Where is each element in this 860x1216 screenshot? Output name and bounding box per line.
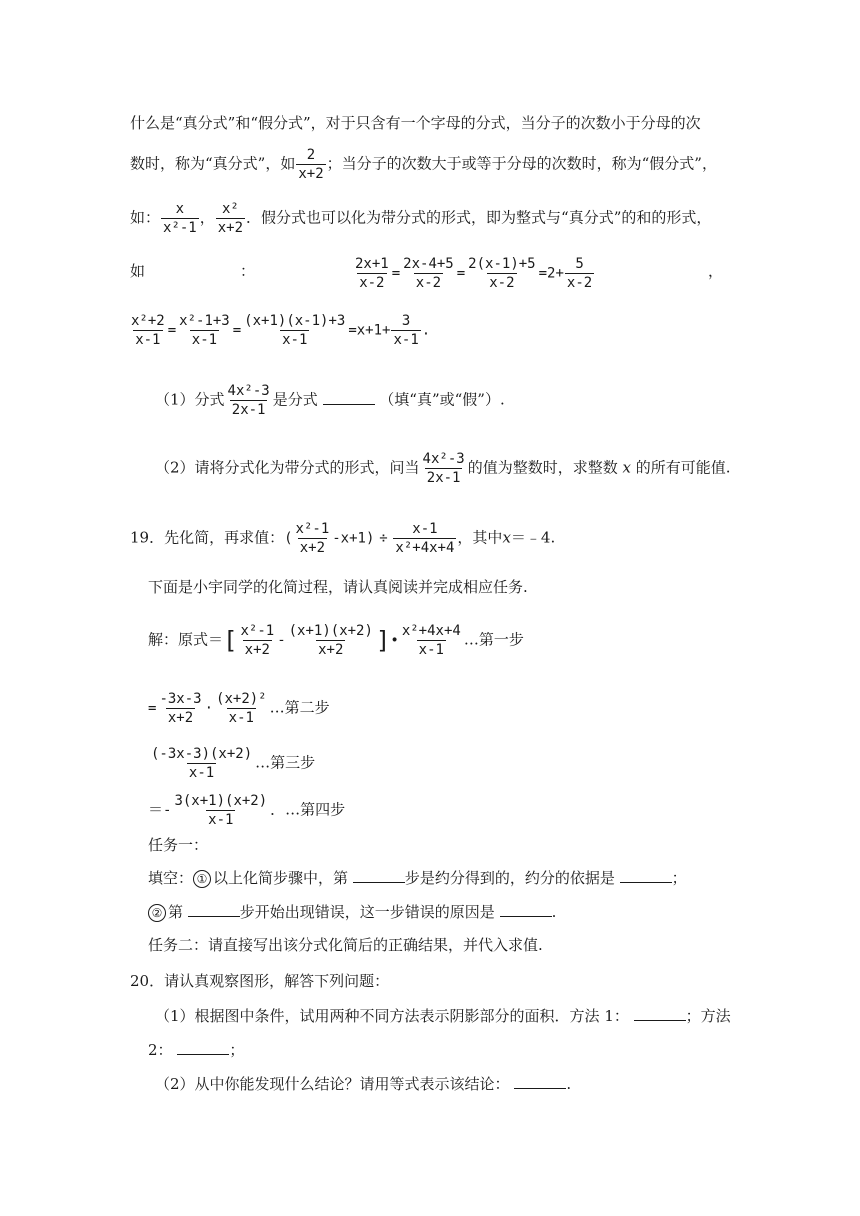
step-label: …第三步	[255, 753, 316, 772]
fraction	[393, 520, 456, 557]
q19-text: 下面是小宇同学的化简过程，请认真阅读并完成相应任务.	[148, 578, 528, 596]
fraction	[129, 312, 167, 349]
fraction	[177, 312, 232, 349]
equals-sign: =	[391, 265, 401, 282]
solution-step-3	[148, 745, 315, 782]
solution-step-1	[148, 622, 524, 659]
denominator: x-1	[135, 332, 161, 348]
numerator: x-1	[412, 521, 438, 537]
fraction	[149, 745, 254, 782]
numerator: x	[175, 201, 185, 217]
denominator: x-1	[393, 332, 419, 348]
answer-blank[interactable]	[353, 866, 405, 883]
fraction	[238, 622, 276, 659]
intro-text: 如	[130, 262, 146, 280]
fraction	[287, 622, 375, 659]
denominator: x-1	[228, 710, 254, 726]
task-text: ；	[671, 869, 687, 887]
numerator: x²+4x+4	[401, 623, 461, 639]
q19-title	[130, 520, 555, 557]
task-title: 任务一：	[148, 836, 209, 854]
minus-sign: -	[277, 632, 286, 649]
denominator: x+2	[298, 166, 324, 182]
fraction	[401, 255, 456, 292]
intro-line-4-label	[130, 260, 145, 282]
variable-x: x	[502, 528, 511, 547]
q20-text: 2：	[148, 1041, 173, 1059]
comma: ，	[199, 208, 215, 227]
q20-title	[130, 970, 389, 992]
q18-text: 的所有可能值.	[635, 458, 731, 477]
denominator: x-1	[282, 332, 308, 348]
intro-text: ．假分式也可以化为带分式的形式，即为整式与“真分式”的和的形式，	[246, 208, 712, 227]
multiply-dot: ·	[204, 700, 214, 717]
bracket-close: ]	[375, 626, 391, 655]
circled-number-2: ②	[148, 904, 166, 922]
step-label: …第一步	[463, 630, 524, 649]
q20-text: 20．请认真观察图形，解答下列问题：	[130, 972, 390, 990]
q20-text: （1）根据图中条件，试用两种不同方法表示阴影部分的面积．方法 1：	[155, 1007, 629, 1025]
equals-sign: =	[232, 322, 242, 339]
fraction	[242, 312, 347, 349]
numerator: 3(x+1)(x+2)	[174, 793, 268, 809]
intro-line-4-comma	[708, 260, 723, 282]
q18-fraction	[226, 382, 272, 419]
q18-text: （填“真”或“假”）.	[379, 390, 505, 409]
intro-line-1	[130, 112, 701, 134]
solution-label: 解：原式＝	[148, 630, 224, 649]
fraction	[353, 255, 391, 292]
q18-text: 的值为整数时，求整数	[467, 458, 618, 477]
denominator: x-2	[489, 275, 515, 291]
fraction	[214, 690, 269, 727]
numerator: x²	[221, 201, 239, 217]
task-1-fill-1	[148, 866, 687, 889]
numerator: -3x-3	[159, 691, 202, 707]
numerator: x²-1+3	[179, 313, 230, 329]
q20-text: ；方法	[685, 1007, 731, 1025]
denominator: x-2	[566, 275, 593, 291]
fraction-example-false-2	[216, 200, 245, 237]
task-text: 步是约分得到的，约分的依据是	[404, 869, 615, 887]
q19-intro	[148, 576, 528, 598]
intro-line-2	[130, 146, 717, 183]
intro-text: ，	[708, 262, 724, 280]
q20-part-1-cont	[148, 1038, 244, 1061]
denominator: x²+4x+4	[395, 540, 455, 556]
solution-step-4	[148, 792, 345, 829]
numerator: (x+1)(x+2)	[288, 623, 373, 639]
equation-end: .	[421, 322, 431, 339]
numerator: 2x+1	[355, 256, 389, 272]
solution-step-2	[148, 690, 330, 727]
task-text: 第	[168, 903, 184, 921]
numerator: 2	[306, 147, 316, 163]
intro-line-3	[130, 200, 711, 237]
answer-blank[interactable]	[177, 1038, 229, 1055]
task-1-fill-2	[148, 900, 556, 923]
equals-sign: =	[167, 322, 177, 339]
answer-blank[interactable]	[514, 1072, 566, 1089]
numerator: 2x-4+5	[403, 256, 454, 272]
multiply-dot: •	[390, 632, 399, 649]
paren-open: (	[284, 530, 293, 547]
task-text: 填空：	[148, 869, 194, 887]
minus-sign: -	[163, 802, 172, 819]
equals-sign: =	[148, 700, 157, 717]
denominator: x-1	[188, 765, 215, 781]
numerator: (x+1)(x-1)+3	[244, 313, 346, 329]
numerator: x²-1	[295, 521, 330, 537]
example-equation-1	[352, 255, 595, 292]
numerator: x²+2	[131, 313, 165, 329]
numerator: 2(x-1)+5	[468, 256, 536, 272]
denominator: x-1	[191, 332, 218, 348]
denominator: x+2	[217, 220, 244, 236]
numerator: (-3x-3)(x+2)	[151, 746, 253, 762]
fraction	[391, 312, 420, 349]
q20-text: .	[566, 1075, 572, 1093]
task-text: 以上化简步骤中，第	[213, 869, 349, 887]
fraction-example-false-1	[161, 200, 199, 237]
q20-part-1	[155, 1004, 731, 1027]
step-label: …第二步	[269, 698, 330, 717]
task-1-title	[148, 834, 208, 856]
denominator: x+2	[299, 540, 326, 556]
fraction-example-true	[296, 146, 325, 183]
q19-text: ＝﹣4.	[510, 528, 556, 547]
denominator: x²-1	[163, 220, 197, 236]
fraction	[565, 255, 594, 292]
divide-sign: ÷	[379, 530, 388, 547]
denominator: 2x-1	[426, 470, 461, 486]
fraction	[466, 255, 537, 292]
bracket-open: [	[223, 626, 238, 655]
answer-blank[interactable]	[634, 1004, 686, 1021]
equation-middle: =x+1+	[348, 322, 391, 339]
fraction	[157, 690, 203, 727]
q20-text: （2）从中你能发现什么结论？请用等式表示该结论：	[155, 1075, 510, 1093]
answer-blank[interactable]	[323, 388, 375, 405]
fraction	[172, 792, 269, 829]
numerator: (x+2)²	[216, 691, 267, 707]
numerator: x²-1	[240, 623, 275, 639]
intro-text: 如：	[130, 208, 161, 227]
denominator: x-1	[208, 812, 234, 828]
task-text: 任务二：请直接写出该分式化简后的正确结果，并代入求值.	[148, 936, 543, 954]
expression-part: -x+1)	[332, 530, 375, 547]
fraction	[294, 520, 332, 557]
denominator: x+2	[167, 710, 194, 726]
step-label: ．…第四步	[270, 800, 346, 819]
intro-text: 什么是“真分式”和“假分式”，对于只含有一个字母的分式，当分子的次数小于分母的次	[130, 114, 701, 132]
denominator: x+2	[318, 642, 344, 658]
equals-sign: =	[456, 265, 466, 282]
equation-middle: =2+	[538, 265, 564, 282]
answer-blank[interactable]	[188, 900, 240, 917]
numerator: 4x²-3	[227, 383, 270, 399]
circled-number-1: ①	[193, 870, 211, 888]
intro-text: ：	[240, 262, 256, 280]
q19-text: 19．先化简，再求值：	[130, 528, 285, 547]
task-2	[148, 934, 543, 956]
example-equation-2	[128, 312, 430, 349]
intro-line-4-colon	[240, 260, 255, 282]
intro-text: 数时，称为“真分式”，如	[130, 154, 296, 173]
q18-text: （1）分式	[155, 390, 225, 409]
q18-part-1	[155, 382, 505, 419]
denominator: x+2	[244, 642, 270, 658]
q19-text: ，其中	[457, 528, 503, 547]
denominator: x-1	[418, 642, 444, 658]
denominator: 2x-1	[231, 402, 266, 418]
q18-fraction	[421, 450, 467, 487]
numerator: 5	[575, 256, 584, 272]
intro-text: ；当分子的次数大于或等于分母的次数时，称为“假分式”，	[326, 154, 717, 173]
denominator: x-2	[415, 275, 442, 291]
answer-blank[interactable]	[620, 866, 672, 883]
q18-part-2	[155, 450, 731, 487]
task-text: .	[551, 903, 557, 921]
q18-text: （2）请将分式化为带分式的形式，问当	[155, 458, 420, 477]
denominator: x-2	[359, 275, 385, 291]
task-text: 步开始出现错误，这一步错误的原因是	[239, 903, 495, 921]
numerator: 3	[401, 313, 411, 329]
numerator: 4x²-3	[422, 451, 465, 467]
q20-text: ；	[229, 1041, 245, 1059]
q20-part-2	[155, 1072, 571, 1095]
equals-sign: ＝	[148, 800, 164, 819]
q18-text: 是分式	[272, 390, 318, 409]
fraction	[400, 622, 463, 659]
variable-x: x	[622, 458, 631, 477]
answer-blank[interactable]	[500, 900, 552, 917]
